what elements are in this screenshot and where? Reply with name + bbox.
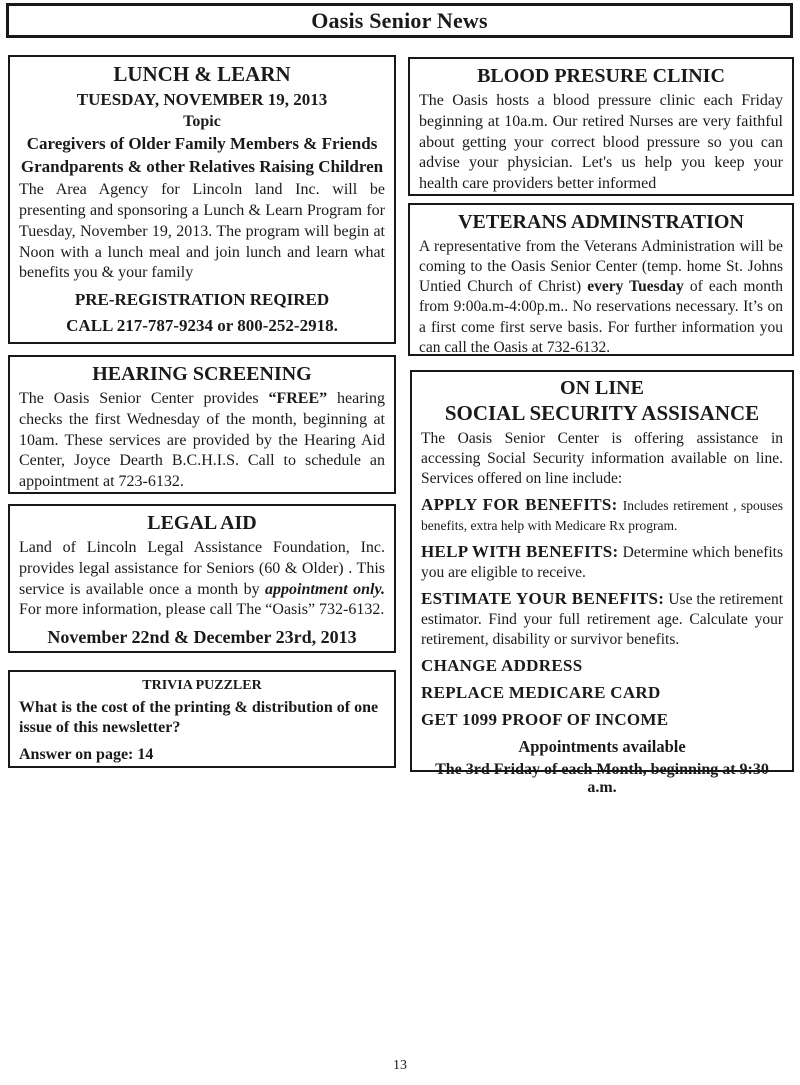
social-security-appointments-detail: The 3rd Friday of each Month, beginning at 9:30 a.m. [435, 760, 769, 796]
lunch-learn-body: The Area Agency for Lincoln land Inc. will be presenting and sponsoring a Lunch & Learn Program for Tuesday, November 19, 2013. The program will begin at Noon with a lunch meal and join lunch and learn what benefits you & your family [19, 181, 385, 282]
masthead [6, 3, 793, 38]
legal-aid-dates: November 22nd & December 23rd, 2013 [47, 627, 357, 648]
service-desc: Determine which benefits you are eligible to receive. [421, 543, 784, 581]
legal-aid-title: LEGAL AID [147, 512, 257, 534]
page-title: Oasis Senior News [311, 7, 488, 33]
social-security-service-estimate [421, 588, 783, 650]
social-security-title-line-1: ON LINE [560, 377, 644, 399]
social-security-service-apply [421, 494, 783, 536]
service-label: REPLACE MEDICARE CARD [421, 682, 661, 702]
page-number: 13 [393, 1058, 407, 1073]
trivia-title: TRIVIA PUZZLER [142, 678, 262, 693]
section-trivia-puzzler [8, 670, 396, 768]
section-blood-pressure-clinic [408, 57, 794, 196]
section-social-security-assistance [410, 370, 794, 796]
lunch-learn-topic-label: Topic [183, 113, 221, 131]
lunch-learn-preregistration: PRE-REGISTRATION REQIRED [74, 290, 330, 310]
section-legal-aid [8, 504, 396, 653]
veterans-body: A representative from the Veterans Administration will be coming to the Oasis Senior Center (temp. home St. Johns Untied Church of Christ) every Tuesday of each month from 9:00a.m-4:00p.m.. No reservations necessary. It’s on a first come first serve basis. For further information you can call the Oasis at 732-6132. [419, 238, 783, 356]
lunch-learn-date: TUESDAY, NOVEMBER 19, 2013 [76, 90, 328, 110]
lunch-learn-topic-line-1: Caregivers of Older Family Members & Friends [26, 134, 378, 154]
service-label: ESTIMATE YOUR BENEFITS: [421, 588, 665, 608]
lunch-learn-call-line: CALL 217-787-9234 or 800-252-2918. [66, 316, 338, 336]
service-label: APPLY FOR BENEFITS: [421, 494, 618, 514]
service-label: HELP WITH BENEFITS: [421, 541, 619, 561]
social-security-intro: The Oasis Senior Center is offering assistance in accessing Social Security information available on line. Services offered on line include: [421, 430, 783, 487]
trivia-question: What is the cost of the printing & distribution of one issue of this newsletter? [19, 699, 379, 736]
section-lunch-and-learn [8, 55, 396, 344]
service-desc: Use the retirement estimator. Find your full retirement age. Calculate your retirement, disability or survivor benefits. [421, 590, 784, 648]
social-security-service-change-address [421, 655, 783, 677]
hearing-title: HEARING SCREENING [92, 363, 312, 385]
social-security-title-line-2: SOCIAL SECURITY ASSISANCE [444, 401, 760, 425]
social-security-service-replace-medicare-card [421, 682, 783, 704]
service-label: GET 1099 PROOF OF INCOME [421, 709, 669, 729]
legal-aid-body: Land of Lincoln Legal Assistance Foundation, Inc. provides legal assistance for Seniors (60 & Older) . This service is available once a month by appointment only. For more information, please call The “Oasis” 732-6132. [19, 539, 386, 619]
section-veterans-administration [408, 203, 794, 356]
blood-pressure-body: The Oasis hosts a blood pressure clinic each Friday beginning at 10a.m. Our retired Nurses are very faithful about getting your correct blood pressure so you can advise your physician. Let's us help you keep your health care providers better informed [419, 92, 783, 193]
lunch-learn-title: LUNCH & LEARN [113, 62, 291, 86]
service-label: CHANGE ADDRESS [421, 655, 583, 675]
section-hearing-screening [8, 355, 396, 494]
service-desc: Includes retirement , spouses benefits, extra help with Medicare Rx program. [421, 497, 783, 533]
social-security-service-get-1099 [421, 709, 783, 731]
blood-pressure-title: BLOOD PRESURE CLINIC [477, 65, 725, 87]
hearing-body: The Oasis Senior Center provides “FREE” hearing checks the first Wednesday of the month, beginning at 10am. These services are provided by the Hearing Aid Center, Joyce Dearth B.C.H.I.S. Call to schedule an appointment at 723-6132. [19, 390, 385, 491]
trivia-answer: Answer on page: 14 [19, 746, 154, 763]
social-security-service-help [421, 541, 783, 583]
social-security-appointments: Appointments available [518, 736, 686, 756]
veterans-title: VETERANS ADMINSTRATION [458, 211, 744, 233]
lunch-learn-topic-line-2: Grandparents & other Relatives Raising Children [20, 157, 384, 177]
